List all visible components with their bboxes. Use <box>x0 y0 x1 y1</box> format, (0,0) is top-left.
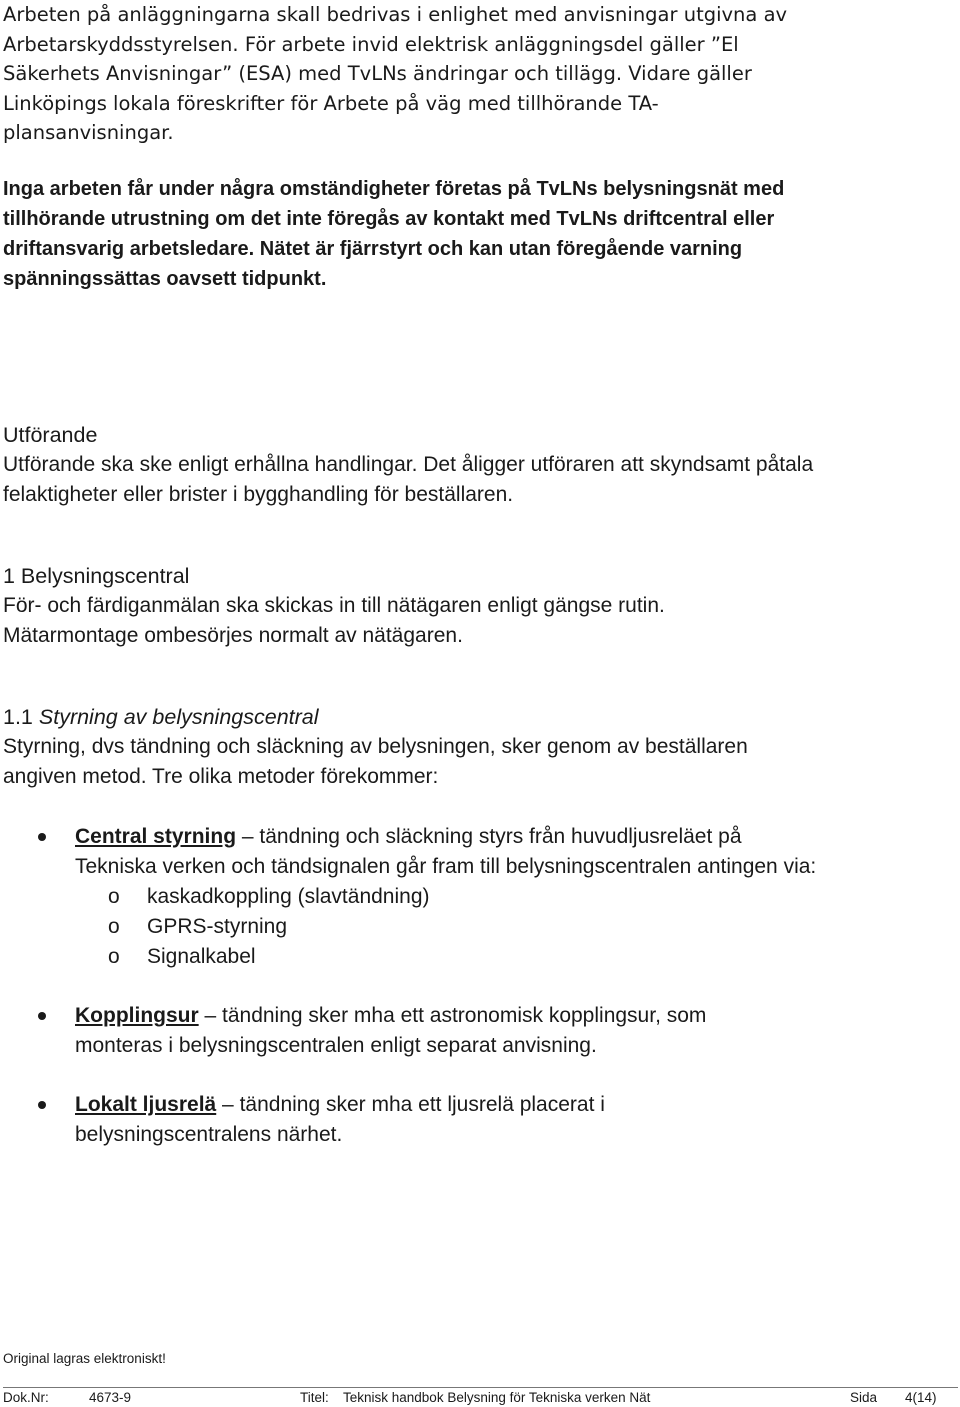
list-item <box>3 1090 863 1150</box>
circle-bullet-icon: o <box>108 945 120 968</box>
warning-paragraph: Inga arbeten får under några omständigheter företas på TvLNs belysningsnät med tillhörande utrustning om det inte föregås av kontakt med TvLNs driftcentral eller driftansvarig arbetsledare. Nätet är fjärrstyrt och kan utan föregående varning spänningssättas oavsett tidpunkt. <box>3 178 785 290</box>
method-desc: – tändning sker mha ett ljusrelä placerat i belysningscentralens närhet. <box>75 1093 605 1146</box>
page-footer <box>3 1387 958 1405</box>
page-label: Sida <box>850 1390 878 1405</box>
list-item <box>3 1001 863 1061</box>
method-desc: – tändning och släckning styrs från huvudljusreläet på Tekniska verken och tändsignalen går fram till belysningscentralen antingen via: <box>75 825 817 878</box>
method-term: Kopplingsur <box>75 1004 199 1027</box>
bullet-icon <box>38 1101 46 1109</box>
doc-number-label: Dok.Nr: <box>3 1390 49 1405</box>
section-line: Mätarmontage ombesörjes normalt av nätägaren. <box>3 624 463 647</box>
sub-list <box>3 882 823 972</box>
subsection-title <box>3 702 803 732</box>
section-text: Styrning, dvs tändning och släckning av belysningen, sker genom av beställaren angiven metod. Tre olika metoder förekommer: <box>3 735 748 788</box>
section-belysningscentral <box>3 561 823 651</box>
circle-bullet-icon: o <box>108 885 120 908</box>
sub-list-item <box>3 882 823 912</box>
sub-item-text: GPRS-styrning <box>147 915 288 938</box>
title-label: Titel: <box>300 1390 329 1405</box>
section-title: Utförande <box>3 423 98 447</box>
list-item <box>3 822 863 972</box>
circle-bullet-icon: o <box>108 915 120 938</box>
bullet-icon <box>38 1012 46 1020</box>
title-value: Teknisk handbok Belysning för Tekniska verken Nät <box>343 1390 651 1405</box>
bullet-icon <box>38 833 46 841</box>
section-utforande <box>3 420 823 510</box>
section-line: För- och färdiganmälan ska skickas in till nätägaren enligt gängse rutin. <box>3 594 665 617</box>
subsection-title-text: Styrning av belysningscentral <box>38 705 319 729</box>
footer-note: Original lagras elektroniskt! <box>3 1351 166 1366</box>
sub-item-text: kaskadkoppling (slavtändning) <box>147 885 430 908</box>
section-text: Utförande ska ske enligt erhållna handlingar. Det åligger utföraren att skyndsamt påtala felaktigheter eller brister i bygghandling för beställaren. <box>3 453 814 506</box>
doc-number-value: 4673-9 <box>89 1390 132 1405</box>
sub-item-text: Signalkabel <box>147 945 256 968</box>
section-styrning <box>3 702 803 792</box>
intro-paragraph: Arbeten på anläggningarna skall bedrivas i enlighet med anvisningar utgivna av Arbetarskyddsstyrelsen. För arbete invid elektrisk anläggningsdel gäller ”El Säkerhets Anvisningar” (ESA) med TvLNs ändringar och tillägg. Vidare gäller Linköpings lokala föreskrifter för Arbete på väg med tillhörande TA-plansanvisningar. <box>3 3 788 144</box>
methods-list <box>3 822 863 1150</box>
sub-list-item <box>3 942 823 972</box>
method-term: Central styrning <box>75 825 237 848</box>
subsection-number: 1.1 <box>3 705 33 729</box>
sub-list-item <box>3 912 823 942</box>
page-value: 4(14) <box>905 1390 937 1405</box>
method-desc: – tändning sker mha ett astronomisk kopplingsur, som monteras i belysningscentralen enligt separat anvisning. <box>75 1004 707 1057</box>
method-term: Lokalt ljusrelä <box>75 1093 217 1116</box>
section-title: 1 Belysningscentral <box>3 564 190 588</box>
